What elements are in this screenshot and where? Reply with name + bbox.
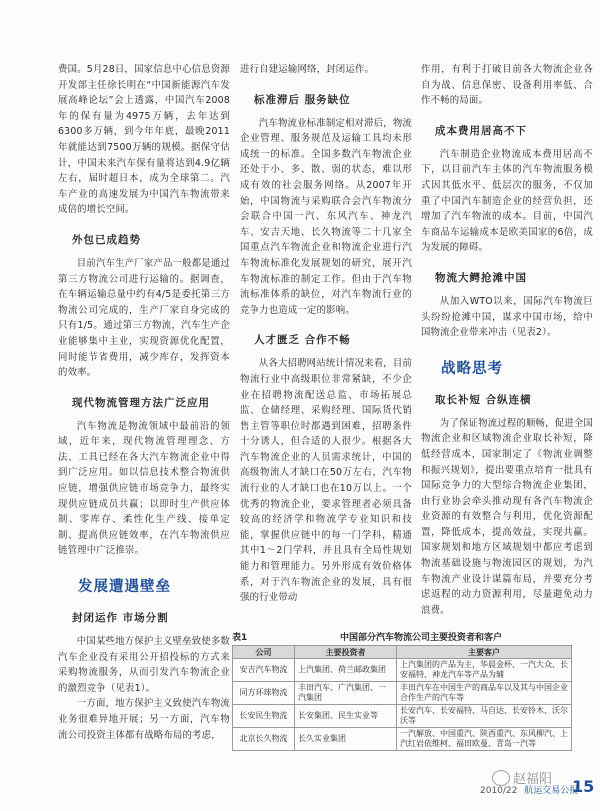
subheading: 外包已成趋势 [72, 233, 141, 246]
table-1 [232, 632, 572, 751]
paragraph: 中国某些地方保护主义壁垒致使多数汽车企业没有采用公开招投标的方式来采购物流服务，从而引发汽车物流企业的激烈竞争（见表1）。 [58, 636, 230, 694]
section-heading: 战略思考 [441, 359, 503, 377]
column-1 [58, 62, 230, 743]
subheading: 现代物流管理方法广泛应用 [72, 396, 210, 409]
paragraph: 一方面，地方保护主义致使汽车物流业务很难异地开展；另一方面，汽车物流公司投资主体都有战略布局的考虑， [58, 698, 230, 741]
investor-cell: 长安集团、民生实业等 [295, 705, 397, 728]
customer-cell: 一汽解放、中国重汽、陕西重汽、东风柳汽、上汽红岩依维柯、福田欧曼、青岛一汽等 [397, 728, 572, 751]
paragraph: 作用，有利于打破目前各大物流企业各自为战、信息保密、设备利用率低、合作不畅的局面。 [421, 64, 593, 107]
subheading: 成本费用居高不下 [435, 124, 527, 137]
investor-cell: 长久实业集团 [295, 728, 397, 751]
paragraph: 从加入WTO以来，国际汽车物流巨头纷纷抢滩中国，谋求中国市场，给中国物流企业带来冲击（见表2）。 [421, 295, 593, 339]
column-header: 公司 [233, 646, 295, 659]
table-row [233, 728, 572, 751]
table-title: 中国部分汽车物流公司主要投资者和客户 [339, 633, 502, 643]
subheading: 取长补短 合纵连横 [435, 393, 532, 406]
paragraph: 目前汽车生产厂家产品一般都是通过第三方物流公司进行运输的。据调查，在车辆运输总量中约有4/5是委托第三方物流公司完成的，生产厂家自身完成的只有1/5。通过第三方物流，汽车生产企业能够集中主业，实现资源优化配置，同时能节省费用，减少库存，发挥资本的效率。 [58, 257, 230, 379]
paragraph: 汽车物流是物流领域中最前沿的领域，近年来，现代物流管理理念、方法、工具已经在各大汽车物流企业中得到广泛应用。如以信息技术整合物流供应链，增强供应链市场竞争力，最终实现供应链成员共赢；以即时生产供应体制、零库存、柔性化生产线、接单定制、提高供应链效率，在汽车物流供应链管理中广泛推崇。 [58, 420, 230, 557]
column-header: 主要投资者 [295, 646, 397, 659]
company-cell: 安吉汽车物流 [233, 659, 295, 682]
customer-cell: 上汽集团的产品为主，华晨金杯、一汽大众、长安福特、神龙汽车等产品为辅 [397, 659, 572, 682]
subheading: 封闭运作 市场分割 [72, 612, 169, 625]
customer-cell: 丰田汽车在中国生产的商品车以及其与中国企业合作生产的汽车等 [397, 682, 572, 705]
table-number: 表1 [232, 633, 248, 643]
table-caption [232, 632, 572, 645]
paragraph: 从各大招聘网站统计情况来看，目前物流行业中高级职位非常紧缺，不少企业在招聘物流配送总监、市场拓展总监、仓储经理、采购经理、国际货代销售主管等职位时都遇到困难，招聘条件十分诱人，但合适的人很少。根据各大汽车物流企业的人员需求统计，中国的高级物流人才缺口在50万左右，汽车物流行业的人才缺口也在10万以上。一个优秀的物流企业，要求管理者必须具备较高的经济学和物流学专业知识和技能，掌握供应链中的每一门学科，精通其中1～2门学科，并且具有全局性规划能力和管理能力。另外形成有效价格体系，对于汽车物流企业的发展，具有很强的行业带动 [240, 358, 412, 604]
subheading: 物流大鳄抢滩中国 [435, 271, 527, 284]
magazine-name: 航运交易公报 [524, 786, 579, 796]
customer-cell: 长安汽车、长安福特、马自达、长安铃木、沃尔沃等 [397, 705, 572, 728]
column-header: 主要客户 [397, 646, 572, 659]
table-row [233, 682, 572, 705]
subheading: 人才匮乏 合作不畅 [254, 334, 351, 347]
company-cell: 长安民生物流 [233, 705, 295, 728]
paragraph: 费国。5月28日，国家信息中心信息资源开发部主任徐长明在“中国新能源汽车发展高峰论坛”会上透露，中国汽车2008年的保有量为4975万辆，去年达到6300多万辆，到今年年底，最晚2011年就能达到7500万辆的规模。据保守估计，中国未来汽车保有量将达到4.9亿辆左右，届时超日本，成为全球第二。汽车产业的高速发展为中国汽车物流带来成倍的增长空间。 [58, 64, 230, 216]
table-row [233, 705, 572, 728]
company-cell: 同方环球物流 [233, 682, 295, 705]
paragraph: 进行自建运输网络，封闭运作。 [240, 64, 375, 75]
investor-cell: 丰田汽车、广汽集团、一汽集团 [295, 682, 397, 705]
paragraph: 汽车制造企业物流成本费用居高不下，以目前汽车主体的汽车物流服务模式因其低水平、低层次的服务，不仅加重了中国汽车制造企业的经营负担，还增加了汽车物流的成本。目前，中国汽车商品车运输成本是欧美国家的6倍，成为发展的障碍。 [421, 148, 593, 254]
paragraph: 汽车物流业标准制定相对滞后，物流企业管理、服务规范及运输工具均未形成统一的标准。全国多数汽车物流企业还处于小、多、散、弱的状态，难以形成有效的社会服务网络。从2007年开始，中国物流与采购联合会汽车物流分会联合中国一汽、东风汽车、神龙汽车、安吉天地、长久物流等二十几家全国重点汽车物流企业和物流企业进行汽车物流标准化发展规划的研究，展开汽车物流标准的制定工作。但由于汽车物流标准体系的缺位，对汽车物流行业的竞争力也造成一定的影响。 [240, 117, 412, 316]
investor-cell: 上汽集团、荷兰邮政集团 [295, 659, 397, 682]
section-heading: 发展遭遇壁垒 [78, 578, 171, 596]
paragraph: 为了保证物流过程的顺畅，促进全国物流企业和区域物流企业取长补短，降低经营成本，国家制定了《物流业调整和振兴规划》，提出要重点培育一批具有国际竞争力的大型综合物流企业集团，由行业协会牵头推动现有各汽车物流企业资源的有效整合与利用，优化资源配置，降低成本，提高效益，实现共赢。国家规划和地方区域规划中都应考虑到物流基础设施与物流园区的规划，为汽车物流产业设计谋篇布局，并要充分考虑返程的动力资源利用，尽量避免动力浪费。 [421, 417, 593, 616]
company-cell: 北京长久物流 [233, 728, 295, 751]
watermark-text: 赵福阳 [513, 772, 553, 787]
table-header-row [233, 646, 572, 659]
table-row [233, 659, 572, 682]
page-footer [480, 783, 578, 796]
page-number: 15 [572, 777, 595, 796]
column-2 [240, 62, 412, 606]
issue-number: 2010/22 [480, 786, 518, 796]
subheading: 标准滞后 服务缺位 [254, 93, 351, 106]
investor-table [232, 645, 572, 751]
column-3 [421, 62, 593, 618]
